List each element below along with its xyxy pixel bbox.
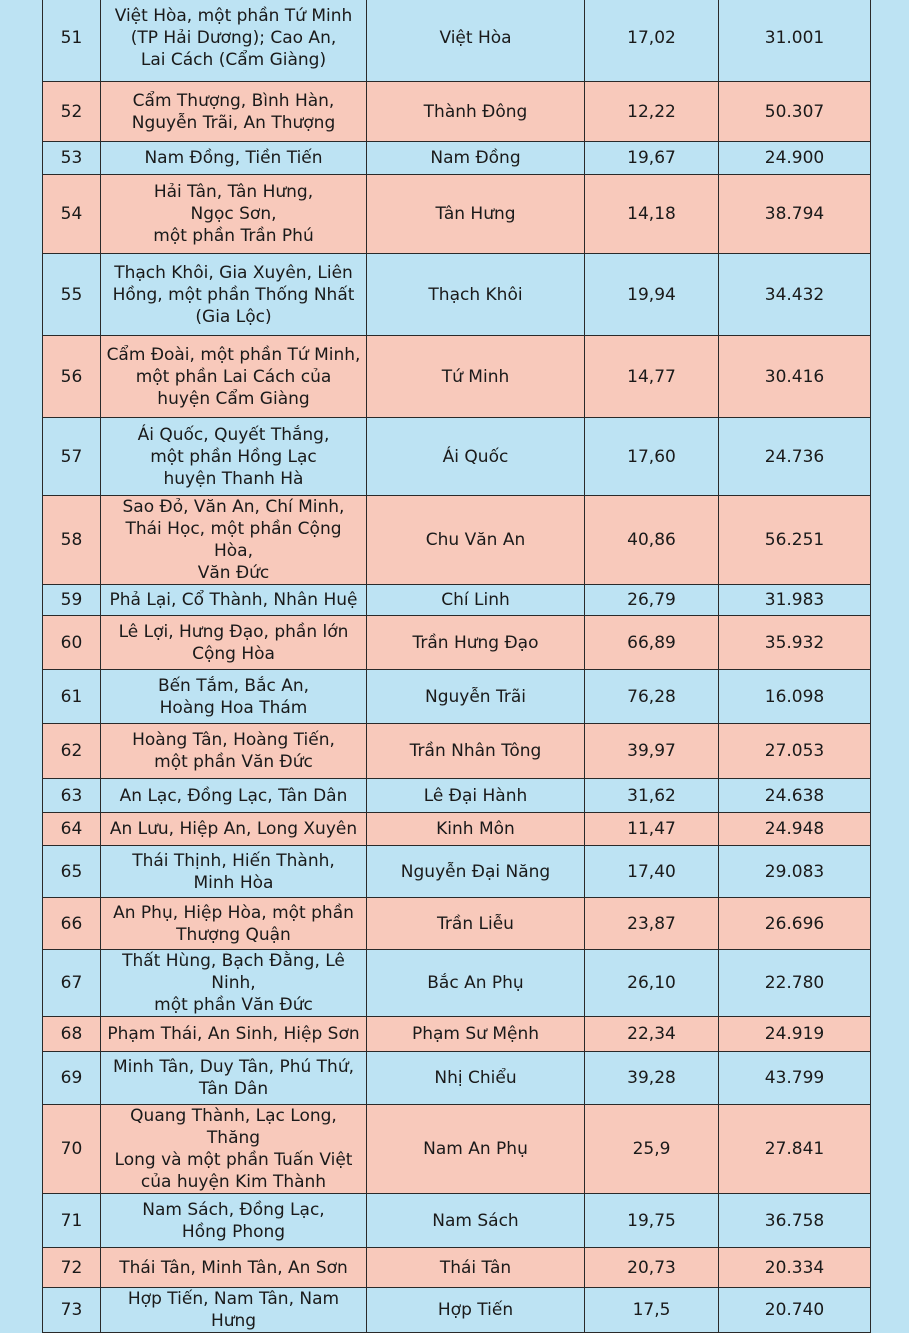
area-cell: 22,34 <box>585 1017 719 1052</box>
population-cell: 24.736 <box>719 418 871 496</box>
merged-areas-cell: Sao Đỏ, Văn An, Chí Minh, Thái Học, một phần Cộng Hòa, Văn Đức <box>101 496 367 585</box>
population-cell: 24.919 <box>719 1017 871 1052</box>
merged-areas-cell: Phạm Thái, An Sinh, Hiệp Sơn <box>101 1017 367 1052</box>
area-cell: 39,28 <box>585 1052 719 1105</box>
row-number-cell: 70 <box>43 1105 101 1194</box>
area-cell: 17,60 <box>585 418 719 496</box>
new-commune-name-cell: Tân Hưng <box>367 175 585 254</box>
population-cell: 24.948 <box>719 813 871 846</box>
population-cell: 30.416 <box>719 336 871 418</box>
population-cell: 20.740 <box>719 1288 871 1333</box>
new-commune-name-cell: Chu Văn An <box>367 496 585 585</box>
population-cell: 27.053 <box>719 724 871 779</box>
area-cell: 26,79 <box>585 585 719 616</box>
merged-areas-cell: Thái Tân, Minh Tân, An Sơn <box>101 1248 367 1288</box>
table-row <box>43 1194 871 1248</box>
merged-areas-cell: Nam Sách, Đồng Lạc, Hồng Phong <box>101 1194 367 1248</box>
area-cell: 25,9 <box>585 1105 719 1194</box>
new-commune-name-cell: Bắc An Phụ <box>367 950 585 1017</box>
merged-areas-cell: Quang Thành, Lạc Long, Thăng Long và một phần Tuấn Việt của huyện Kim Thành <box>101 1105 367 1194</box>
row-number-cell: 72 <box>43 1248 101 1288</box>
left-margin <box>0 0 42 1280</box>
new-commune-name-cell: Trần Hưng Đạo <box>367 616 585 670</box>
new-commune-name-cell: Tứ Minh <box>367 336 585 418</box>
area-cell: 17,5 <box>585 1288 719 1333</box>
table-row <box>43 1288 871 1333</box>
merged-areas-cell: Hợp Tiến, Nam Tân, Nam Hưng <box>101 1288 367 1333</box>
row-number-cell: 63 <box>43 779 101 813</box>
merged-areas-cell: Thất Hùng, Bạch Đằng, Lê Ninh, một phần Văn Đức <box>101 950 367 1017</box>
table-row <box>43 950 871 1017</box>
table-row <box>43 0 871 82</box>
merged-areas-cell: Minh Tân, Duy Tân, Phú Thứ, Tân Dân <box>101 1052 367 1105</box>
table-row <box>43 898 871 950</box>
table-row <box>43 813 871 846</box>
area-cell: 31,62 <box>585 779 719 813</box>
area-cell: 23,87 <box>585 898 719 950</box>
population-cell: 27.841 <box>719 1105 871 1194</box>
right-margin <box>870 0 909 1280</box>
new-commune-name-cell: Nam Đồng <box>367 142 585 175</box>
merged-areas-cell: An Phụ, Hiệp Hòa, một phần Thượng Quận <box>101 898 367 950</box>
new-commune-name-cell: Chí Linh <box>367 585 585 616</box>
new-commune-name-cell: Nguyễn Đại Năng <box>367 846 585 898</box>
new-commune-name-cell: Lê Đại Hành <box>367 779 585 813</box>
merged-areas-cell: An Lạc, Đồng Lạc, Tân Dân <box>101 779 367 813</box>
merged-areas-cell: Lê Lợi, Hưng Đạo, phần lớn Cộng Hòa <box>101 616 367 670</box>
merged-areas-cell: Hoàng Tân, Hoàng Tiến, một phần Văn Đức <box>101 724 367 779</box>
area-cell: 19,67 <box>585 142 719 175</box>
population-cell: 50.307 <box>719 82 871 142</box>
new-commune-name-cell: Ái Quốc <box>367 418 585 496</box>
population-cell: 29.083 <box>719 846 871 898</box>
table-row <box>43 1052 871 1105</box>
row-number-cell: 68 <box>43 1017 101 1052</box>
new-commune-name-cell: Thành Đông <box>367 82 585 142</box>
area-cell: 20,73 <box>585 1248 719 1288</box>
row-number-cell: 71 <box>43 1194 101 1248</box>
population-cell: 31.001 <box>719 0 871 82</box>
row-number-cell: 66 <box>43 898 101 950</box>
population-cell: 22.780 <box>719 950 871 1017</box>
population-cell: 16.098 <box>719 670 871 724</box>
merged-areas-cell: Bến Tắm, Bắc An, Hoàng Hoa Thám <box>101 670 367 724</box>
table-row <box>43 82 871 142</box>
merged-areas-cell: Thạch Khôi, Gia Xuyên, Liên Hồng, một phần Thống Nhất (Gia Lộc) <box>101 254 367 336</box>
area-cell: 14,77 <box>585 336 719 418</box>
merged-areas-cell: Nam Đồng, Tiền Tiến <box>101 142 367 175</box>
new-commune-name-cell: Nam An Phụ <box>367 1105 585 1194</box>
new-commune-name-cell: Trần Nhân Tông <box>367 724 585 779</box>
table-row <box>43 779 871 813</box>
new-commune-name-cell: Thái Tân <box>367 1248 585 1288</box>
table-row <box>43 336 871 418</box>
row-number-cell: 65 <box>43 846 101 898</box>
area-cell: 19,94 <box>585 254 719 336</box>
merged-areas-cell: Ái Quốc, Quyết Thắng, một phần Hồng Lạc huyện Thanh Hà <box>101 418 367 496</box>
area-cell: 17,40 <box>585 846 719 898</box>
population-cell: 35.932 <box>719 616 871 670</box>
new-commune-name-cell: Thạch Khôi <box>367 254 585 336</box>
commune-merger-table <box>42 0 870 1333</box>
merged-areas-cell: Thái Thịnh, Hiến Thành, Minh Hòa <box>101 846 367 898</box>
row-number-cell: 52 <box>43 82 101 142</box>
new-commune-name-cell: Nam Sách <box>367 1194 585 1248</box>
merged-areas-cell: Hải Tân, Tân Hưng, Ngọc Sơn, một phần Trần Phú <box>101 175 367 254</box>
row-number-cell: 58 <box>43 496 101 585</box>
area-cell: 17,02 <box>585 0 719 82</box>
data-table <box>42 0 871 1333</box>
row-number-cell: 59 <box>43 585 101 616</box>
row-number-cell: 62 <box>43 724 101 779</box>
table-row <box>43 670 871 724</box>
area-cell: 14,18 <box>585 175 719 254</box>
row-number-cell: 60 <box>43 616 101 670</box>
row-number-cell: 64 <box>43 813 101 846</box>
population-cell: 26.696 <box>719 898 871 950</box>
population-cell: 20.334 <box>719 1248 871 1288</box>
new-commune-name-cell: Nhị Chiểu <box>367 1052 585 1105</box>
area-cell: 66,89 <box>585 616 719 670</box>
new-commune-name-cell: Hợp Tiến <box>367 1288 585 1333</box>
row-number-cell: 51 <box>43 0 101 82</box>
table-row <box>43 418 871 496</box>
population-cell: 24.900 <box>719 142 871 175</box>
table-row <box>43 254 871 336</box>
new-commune-name-cell: Phạm Sư Mệnh <box>367 1017 585 1052</box>
row-number-cell: 56 <box>43 336 101 418</box>
row-number-cell: 73 <box>43 1288 101 1333</box>
row-number-cell: 55 <box>43 254 101 336</box>
merged-areas-cell: Cẩm Thượng, Bình Hàn, Nguyễn Trãi, An Thượng <box>101 82 367 142</box>
merged-areas-cell: Phả Lại, Cổ Thành, Nhân Huệ <box>101 585 367 616</box>
row-number-cell: 54 <box>43 175 101 254</box>
population-cell: 43.799 <box>719 1052 871 1105</box>
row-number-cell: 67 <box>43 950 101 1017</box>
population-cell: 34.432 <box>719 254 871 336</box>
row-number-cell: 53 <box>43 142 101 175</box>
merged-areas-cell: An Lưu, Hiệp An, Long Xuyên <box>101 813 367 846</box>
merged-areas-cell: Cẩm Đoài, một phần Tứ Minh, một phần Lai Cách của huyện Cẩm Giàng <box>101 336 367 418</box>
area-cell: 26,10 <box>585 950 719 1017</box>
row-number-cell: 61 <box>43 670 101 724</box>
table-row <box>43 724 871 779</box>
area-cell: 11,47 <box>585 813 719 846</box>
table-row <box>43 616 871 670</box>
new-commune-name-cell: Việt Hòa <box>367 0 585 82</box>
table-row <box>43 142 871 175</box>
merged-areas-cell: Việt Hòa, một phần Tứ Minh (TP Hải Dương); Cao An, Lai Cách (Cẩm Giàng) <box>101 0 367 82</box>
table-row <box>43 1248 871 1288</box>
new-commune-name-cell: Kinh Môn <box>367 813 585 846</box>
table-row <box>43 1017 871 1052</box>
new-commune-name-cell: Trần Liễu <box>367 898 585 950</box>
area-cell: 76,28 <box>585 670 719 724</box>
area-cell: 12,22 <box>585 82 719 142</box>
population-cell: 31.983 <box>719 585 871 616</box>
population-cell: 36.758 <box>719 1194 871 1248</box>
new-commune-name-cell: Nguyễn Trãi <box>367 670 585 724</box>
row-number-cell: 57 <box>43 418 101 496</box>
table-row <box>43 496 871 585</box>
table-row <box>43 1105 871 1194</box>
area-cell: 39,97 <box>585 724 719 779</box>
population-cell: 38.794 <box>719 175 871 254</box>
table-row <box>43 585 871 616</box>
table-row <box>43 846 871 898</box>
area-cell: 19,75 <box>585 1194 719 1248</box>
table-row <box>43 175 871 254</box>
row-number-cell: 69 <box>43 1052 101 1105</box>
population-cell: 24.638 <box>719 779 871 813</box>
population-cell: 56.251 <box>719 496 871 585</box>
area-cell: 40,86 <box>585 496 719 585</box>
